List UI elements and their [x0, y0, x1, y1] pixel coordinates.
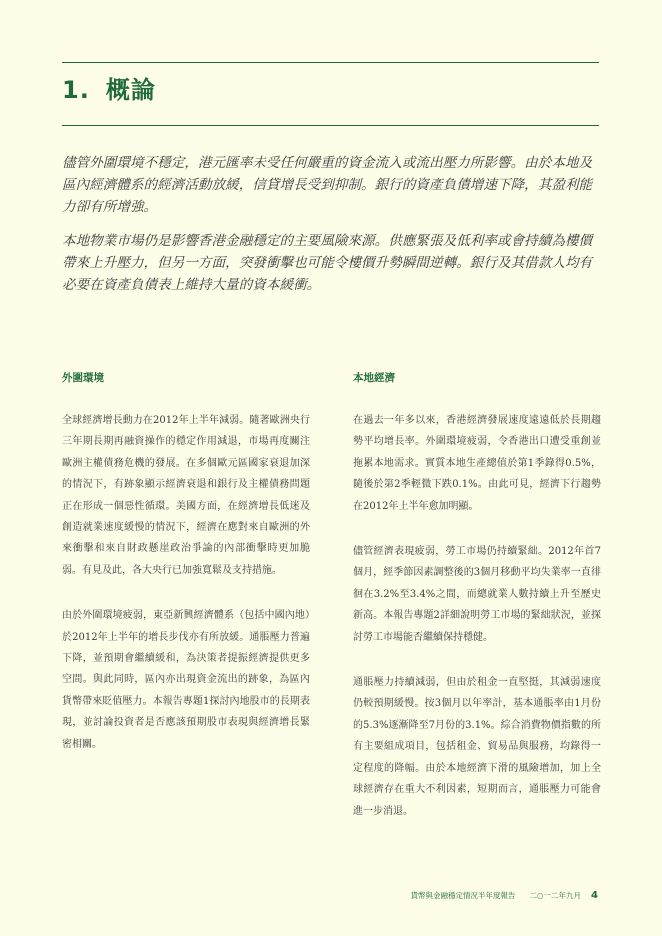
column-heading: 外圍環境: [62, 372, 104, 384]
body-paragraph: 全球經濟增長動力在2012年上半年減弱。隨著歐洲央行三年期長期再融資操作的穩定作用減退，市場再度關注歐洲主權債務危機的發展。在多個歐元區國家衰退加深的情況下，有跡象顯示經濟衰退和銀行及主權債務問題正在形成一個惡性循環。美國方面，在經濟增長低迷及創造就業速度緩慢的情況下，經濟在應對來自歐洲的外來衝擊和來自財政懸崖政治爭論的內部衝擊時更加脆弱。有見及此，各大央行已加強寬鬆及支持措施。: [62, 415, 310, 576]
body-paragraph: 通脹壓力持續減弱，但由於租金一直堅挺，其減弱速度仍較預期緩慢。按3個月以年率計，基本通脹率由1月份的5.3%逐漸降至7月份的3.1%。綜合消費物價指數的所有主要組成項目，包括租金、貿易品與服務，均錄得一定程度的降幅。由於本地經濟下滑的風險增加，加上全球經濟存在重大不利因素，短期而言，通脹壓力可能會進一步消退。: [353, 677, 601, 817]
external-environment-column: [62, 370, 310, 779]
section-number: 1.: [62, 76, 90, 104]
page-number: 4: [591, 890, 598, 901]
report-date: 二○一二年九月: [529, 891, 582, 900]
column-heading: 本地經濟: [353, 372, 395, 384]
top-rule: [62, 62, 599, 63]
report-title: 貨幣與金融穩定情況半年度報告: [410, 891, 516, 900]
intro-paragraph: 本地物業市場仍是影響香港金融穩定的主要風險來源。供應緊張及低利率或會持續為樓價帶來上升壓力，但另一方面，突發衝擊也可能令樓價升勢瞬間逆轉。銀行及其借款人均有必要在資產負債表上維持大量的資本緩衝。: [62, 233, 593, 293]
section-title: [62, 70, 156, 105]
body-paragraph: 由於外圍環境疲弱，東亞新興經濟體系（包括中國內地）於2012年上半年的增長步伐亦有所放緩。通脹壓力普遍下降，並預期會繼續緩和，為決策者提振經濟提供更多空間。與此同時，區內亦出現資金流出的跡象，為區內貨幣帶來貶值壓力。本報告專題1探討內地股市的長期表現，並討論投資者是否應該預期股市表現與經濟增長緊密相關。: [62, 610, 310, 750]
intro-paragraph: 儘管外圍環境不穩定，港元匯率未受任何嚴重的資金流入或流出壓力所影響。由於本地及區內經濟體系的經濟活動放緩，信貸增長受到抑制。銀行的資產負債增速下降，其盈利能力卻有所增強。: [62, 155, 593, 215]
title-rule: [62, 125, 599, 126]
page-footer: [410, 890, 598, 901]
body-paragraph: 儘管經濟表現疲弱，勞工市場仍持續緊絀。2012年首7個月，經季節因素調整後的3個月移動平均失業率一直徘徊在3.2%至3.4%之間，而總就業人數持續上升至歷史新高。本報告專題2詳細說明勞工市場的緊絀狀況，並探討勞工市場能否繼續保持穩健。: [353, 546, 601, 643]
domestic-economy-column: [353, 370, 601, 846]
section-title-text: 概論: [105, 76, 156, 104]
body-paragraph: 在過去一年多以來，香港經濟發展速度遠遠低於長期趨勢平均增長率。外圍環境疲弱，令香港出口遭受重創並拖累本地需求。實質本地生產總值於第1季錄得0.5%，隨後於第2季輕微下跌0.1%。由此可見，經濟下行趨勢在2012年上半年愈加明顯。: [353, 415, 601, 512]
